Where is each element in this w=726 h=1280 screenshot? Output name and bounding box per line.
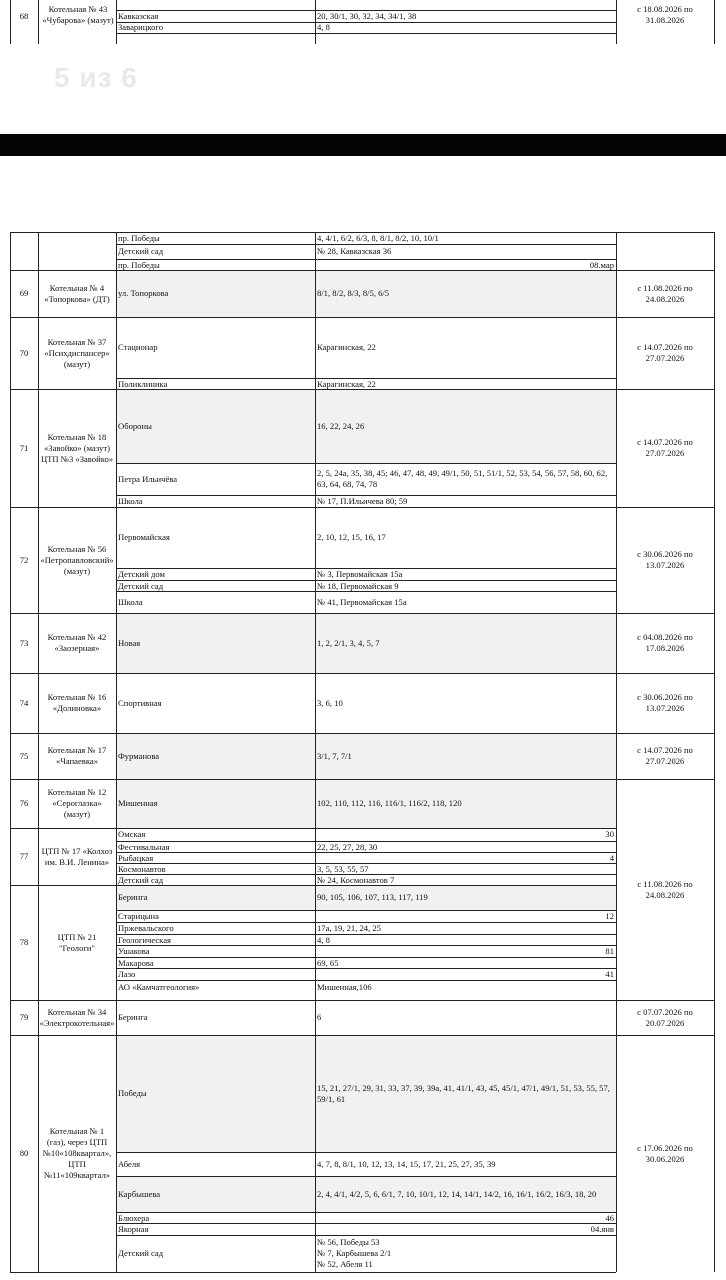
street-name: Беринга bbox=[118, 1012, 148, 1022]
street-name: Детский сад bbox=[118, 875, 164, 885]
house-numbers: Мишенная,106 bbox=[317, 982, 372, 992]
grid-line bbox=[616, 828, 617, 885]
row-number: 68 bbox=[19, 10, 29, 21]
grid-line bbox=[116, 733, 117, 779]
row-number: 76 bbox=[19, 798, 29, 808]
street-name: Пржевальского bbox=[118, 923, 174, 933]
house-numbers: 3, 6, 10 bbox=[317, 697, 343, 708]
grid-line bbox=[116, 613, 117, 673]
outage-dates: с 14.07.2026 по 27.07.2026 bbox=[637, 437, 693, 458]
street-name: Фурманова bbox=[118, 750, 160, 761]
house-numbers: 4, 7, 8, 8/1, 10, 12, 13, 14, 15, 17, 21, 25, 27, 35, 39 bbox=[317, 1158, 496, 1169]
house-numbers: 04.янв bbox=[590, 1224, 614, 1234]
grid-line bbox=[616, 673, 617, 733]
house-numbers: № 18, Первомайская 9 bbox=[317, 581, 399, 591]
street-name: Стационар bbox=[118, 342, 158, 352]
boiler-name: Котельная № 16 «Долиновка» bbox=[47, 692, 107, 713]
house-numbers: 30 bbox=[605, 829, 614, 839]
grid-line bbox=[116, 779, 117, 828]
house-numbers: 2, 5, 24а, 35, 38, 45; 46, 47, 48, 49, 49/1, 50, 51, 51/1, 52, 53, 54, 56, 57, 58, 60, 62, 63, 64, 68, 74, 78 bbox=[317, 468, 608, 489]
house-numbers: 102, 110, 112, 116, 116/1, 116/2, 118, 120 bbox=[317, 798, 462, 808]
house-numbers: 12 bbox=[605, 911, 614, 921]
grid-line bbox=[38, 270, 39, 317]
house-numbers: 3, 5, 53, 55, 57 bbox=[317, 864, 369, 874]
row-number: 70 bbox=[19, 347, 29, 358]
row-number: 73 bbox=[19, 637, 29, 648]
grid-line bbox=[116, 389, 117, 507]
street-name: Детский сад bbox=[118, 246, 164, 256]
grid-line bbox=[315, 389, 316, 507]
grid-line bbox=[616, 613, 617, 673]
house-numbers: 20, 30/1, 30, 32, 34, 34/1, 38 bbox=[317, 11, 417, 21]
street-name: Новая bbox=[118, 637, 141, 648]
grid-line bbox=[714, 270, 715, 317]
house-numbers: 2, 4, 4/1, 4/2, 5, 6, 6/1, 7, 10, 10/1, 12, 14, 14/1, 14/2, 16, 16/1, 16/2, 16/3, 18, 20 bbox=[317, 1188, 597, 1199]
grid-line bbox=[714, 1000, 715, 1035]
grid-line bbox=[616, 0, 617, 44]
outage-dates: с 11.08.2026 по 24.08.2026 bbox=[637, 878, 693, 900]
boiler-name: ЦТП № 17 «Колхоз им. В.И. Ленина» bbox=[41, 845, 113, 867]
street-name: Заварицкого bbox=[118, 22, 164, 32]
grid-line bbox=[38, 613, 39, 673]
house-numbers: 16, 22, 24, 26 bbox=[317, 420, 365, 431]
boiler-name: ЦТП № 21 "Геологи" bbox=[57, 931, 97, 953]
row-number: 71 bbox=[19, 442, 29, 453]
outage-dates: с 17.06.2026 по 30.06.2026 bbox=[637, 1142, 693, 1164]
grid-line bbox=[714, 673, 715, 733]
house-numbers: 4 bbox=[609, 853, 614, 863]
grid-line bbox=[616, 507, 617, 613]
grid-line bbox=[616, 1035, 617, 1272]
outage-dates: с 11.08.2026 по 24.08.2026 bbox=[637, 282, 693, 304]
grid-line bbox=[116, 1035, 117, 1272]
outage-dates: с 07.07.2026 по 20.07.2026 bbox=[637, 1006, 693, 1028]
boiler-name bbox=[40, 232, 114, 270]
house-numbers: 90, 105, 106, 107, 113, 117, 119 bbox=[317, 892, 428, 902]
outage-dates: с 04.08.2026 по 17.08.2026 bbox=[637, 632, 693, 653]
house-numbers: 22, 25, 27, 28, 30 bbox=[317, 842, 378, 852]
street-name: Ушакова bbox=[118, 946, 150, 956]
street-name: Школа bbox=[118, 596, 143, 607]
row-number: 69 bbox=[19, 288, 29, 298]
grid-line bbox=[38, 1035, 39, 1272]
street-name: Лазо bbox=[118, 969, 136, 979]
house-numbers: 4, 8 bbox=[317, 935, 330, 945]
grid-line bbox=[10, 1272, 616, 1273]
street-name: Фестивальная bbox=[118, 842, 170, 852]
street-name: Победы bbox=[118, 1088, 147, 1098]
grid-line bbox=[315, 733, 316, 779]
street-name: Рыбацкая bbox=[118, 853, 154, 863]
street-name: Геологическая bbox=[118, 935, 171, 945]
street-name: Спортивная bbox=[118, 697, 162, 708]
house-numbers: Карагинская, 22 bbox=[317, 379, 376, 389]
house-numbers: 17а, 19, 21, 24, 25 bbox=[317, 923, 381, 933]
house-numbers: 6 bbox=[317, 1012, 322, 1022]
street-name: Школа bbox=[118, 496, 143, 506]
street-name: Детский сад bbox=[118, 581, 164, 591]
grid-line bbox=[38, 828, 39, 885]
grid-line bbox=[714, 317, 715, 389]
house-numbers: 1, 2, 2/1, 3, 4, 5, 7 bbox=[317, 637, 380, 648]
grid-line bbox=[38, 885, 39, 1000]
house-numbers: 4, 8 bbox=[317, 22, 330, 32]
grid-line bbox=[714, 885, 715, 1000]
street-name: Детский сад bbox=[118, 1248, 164, 1258]
street-name: Первомайская bbox=[118, 532, 170, 542]
boiler-name: Котельная № 43 «Чубарова» (мазут) bbox=[42, 4, 114, 25]
grid-line bbox=[38, 1000, 39, 1035]
grid-line bbox=[38, 0, 39, 44]
grid-line bbox=[315, 270, 316, 317]
house-numbers: Карагинская, 22 bbox=[317, 342, 376, 352]
grid-line bbox=[714, 828, 715, 885]
house-numbers: 15, 21, 27/1, 29, 31, 33, 37, 39, 39а, 41, 41/1, 43, 45, 45/1, 47/1, 49/1, 51, 53, 55, 57, 59/1, 61 bbox=[317, 1082, 610, 1104]
row-number: 74 bbox=[19, 697, 29, 708]
grid-line bbox=[616, 389, 617, 507]
boiler-name: Котельная № 42 «Заозерная» bbox=[47, 632, 107, 653]
boiler-name: Котельная № 18 «Завойко» (мазут) ЦТП №3 «Завойко» bbox=[40, 431, 114, 464]
grid-line bbox=[616, 1000, 617, 1035]
outage-dates: с 14.07.2026 по 27.07.2026 bbox=[637, 745, 693, 766]
street-name: Кавказская bbox=[118, 11, 159, 21]
grid-line bbox=[714, 733, 715, 779]
street-name: Детский дом bbox=[118, 569, 165, 579]
grid-line bbox=[38, 317, 39, 389]
grid-line bbox=[616, 317, 617, 389]
grid-line bbox=[315, 779, 316, 828]
grid-line bbox=[616, 733, 617, 779]
outage-dates: с 18.08.2026 по 31.08.2026 bbox=[637, 4, 693, 25]
grid-line bbox=[714, 1035, 715, 1272]
outage-dates: с 30.06.2026 по 13.07.2026 bbox=[637, 692, 693, 713]
grid-line bbox=[116, 673, 117, 733]
grid-line bbox=[315, 232, 316, 270]
boiler-name: Котельная № 34 «Электрокотельная» bbox=[40, 1006, 114, 1028]
street-name: Блюхера bbox=[118, 1213, 150, 1223]
street-name: Карбышева bbox=[118, 1188, 161, 1199]
row-number: 78 bbox=[19, 937, 29, 947]
outage-dates: с 30.06.2026 по 13.07.2026 bbox=[637, 549, 693, 570]
street-name: АО «Камчатгеология» bbox=[118, 982, 200, 992]
street-name: Омская bbox=[118, 829, 146, 839]
grid-line bbox=[116, 33, 616, 34]
house-numbers: 08.мар bbox=[589, 260, 614, 270]
house-numbers: № 3, Первомайская 15а bbox=[317, 569, 403, 579]
boiler-name: Котельная № 12 «Сероглазка» (мазут) bbox=[47, 787, 107, 819]
street-name: Обороны bbox=[118, 420, 152, 431]
grid-line bbox=[38, 507, 39, 613]
grid-line bbox=[315, 507, 316, 613]
page-indicator: 5 из 6 bbox=[54, 62, 138, 93]
house-numbers: 46 bbox=[605, 1213, 614, 1223]
grid-line bbox=[116, 232, 117, 270]
house-numbers: № 56, Победы 53 № 7, Карбышева 2/1 № 52, Абеля 11 bbox=[317, 1237, 392, 1269]
house-numbers: 4, 4/1, 6/2, 6/3, 8, 8/1, 8/2, 10, 10/1 bbox=[317, 233, 439, 243]
grid-line bbox=[38, 389, 39, 507]
street-name: ул. Топоркова bbox=[118, 288, 169, 298]
house-numbers: 8/1, 8/2, 8/3, 8/5, 6/5 bbox=[317, 288, 390, 298]
grid-line bbox=[714, 779, 715, 828]
grid-line bbox=[714, 507, 715, 613]
boiler-name: Котельная № 37 «Психдиспансер» (мазут) bbox=[44, 336, 110, 369]
grid-line bbox=[714, 389, 715, 507]
grid-line bbox=[116, 828, 117, 885]
grid-line bbox=[116, 1000, 117, 1035]
grid-line bbox=[116, 885, 117, 1000]
house-numbers: № 28, Кавказская 36 bbox=[317, 246, 392, 256]
street-name: Макарова bbox=[118, 958, 154, 968]
street-name: пр. Победы bbox=[118, 260, 160, 270]
row-number bbox=[10, 232, 38, 270]
house-numbers: № 17, П.Ильичева 80; 59 bbox=[317, 496, 408, 506]
house-numbers: 81 bbox=[605, 946, 614, 956]
row-number: 72 bbox=[19, 554, 29, 565]
house-numbers: 3/1, 7, 7/1 bbox=[317, 750, 352, 761]
street-name: Космонавтов bbox=[118, 864, 166, 874]
grid-line bbox=[616, 270, 617, 317]
street-name: Мишенная bbox=[118, 798, 158, 808]
grid-line bbox=[714, 232, 715, 270]
house-numbers: № 24, Космонавтов 7 bbox=[317, 875, 395, 885]
grid-line bbox=[38, 779, 39, 828]
boiler-name: Котельная № 1 (газ), через ЦТП №10«108квартал», ЦТП №11«109квартал» bbox=[42, 1126, 112, 1180]
grid-line bbox=[315, 613, 316, 673]
house-numbers: 2, 10, 12, 15, 16, 17 bbox=[317, 532, 386, 542]
grid-line bbox=[616, 232, 617, 270]
grid-line bbox=[714, 613, 715, 673]
street-name: Поликлиника bbox=[118, 379, 168, 389]
boiler-name: Котельная № 17 «Чапаевка» bbox=[47, 745, 107, 766]
grid-line bbox=[116, 270, 117, 317]
grid-line bbox=[315, 1035, 316, 1272]
grid-line bbox=[616, 232, 714, 233]
street-name: Петра Ильичёва bbox=[118, 473, 178, 484]
grid-line bbox=[116, 507, 117, 613]
row-number: 77 bbox=[19, 851, 29, 861]
grid-line bbox=[315, 885, 316, 1000]
grid-line bbox=[38, 733, 39, 779]
street-name: Беринга bbox=[118, 892, 148, 902]
row-number: 79 bbox=[19, 1012, 29, 1022]
street-name: Старицына bbox=[118, 911, 159, 921]
house-numbers: 41 bbox=[605, 969, 614, 979]
grid-line bbox=[315, 828, 316, 885]
street-name: пр. Победы bbox=[118, 233, 160, 243]
house-numbers: 69, 65 bbox=[317, 958, 339, 968]
outage-dates: с 14.07.2026 по 27.07.2026 bbox=[637, 342, 693, 363]
street-name: Абеля bbox=[118, 1158, 141, 1169]
boiler-name: Котельная № 4 «Топоркова» (ДТ) bbox=[44, 282, 110, 304]
street-name: Якорная bbox=[118, 1224, 149, 1234]
row-number: 75 bbox=[19, 750, 29, 761]
house-numbers: № 41, Первомайская 15а bbox=[317, 596, 407, 607]
grid-line bbox=[315, 673, 316, 733]
grid-line bbox=[616, 779, 617, 828]
boiler-name: Котельная № 56 «Петропавловский» (мазут) bbox=[40, 543, 114, 576]
grid-line bbox=[714, 0, 715, 44]
page-separator-bar bbox=[0, 134, 726, 156]
grid-line bbox=[38, 232, 39, 270]
grid-line bbox=[616, 885, 617, 1000]
grid-line bbox=[38, 673, 39, 733]
grid-line bbox=[315, 1000, 316, 1035]
row-number: 80 bbox=[19, 1148, 29, 1158]
